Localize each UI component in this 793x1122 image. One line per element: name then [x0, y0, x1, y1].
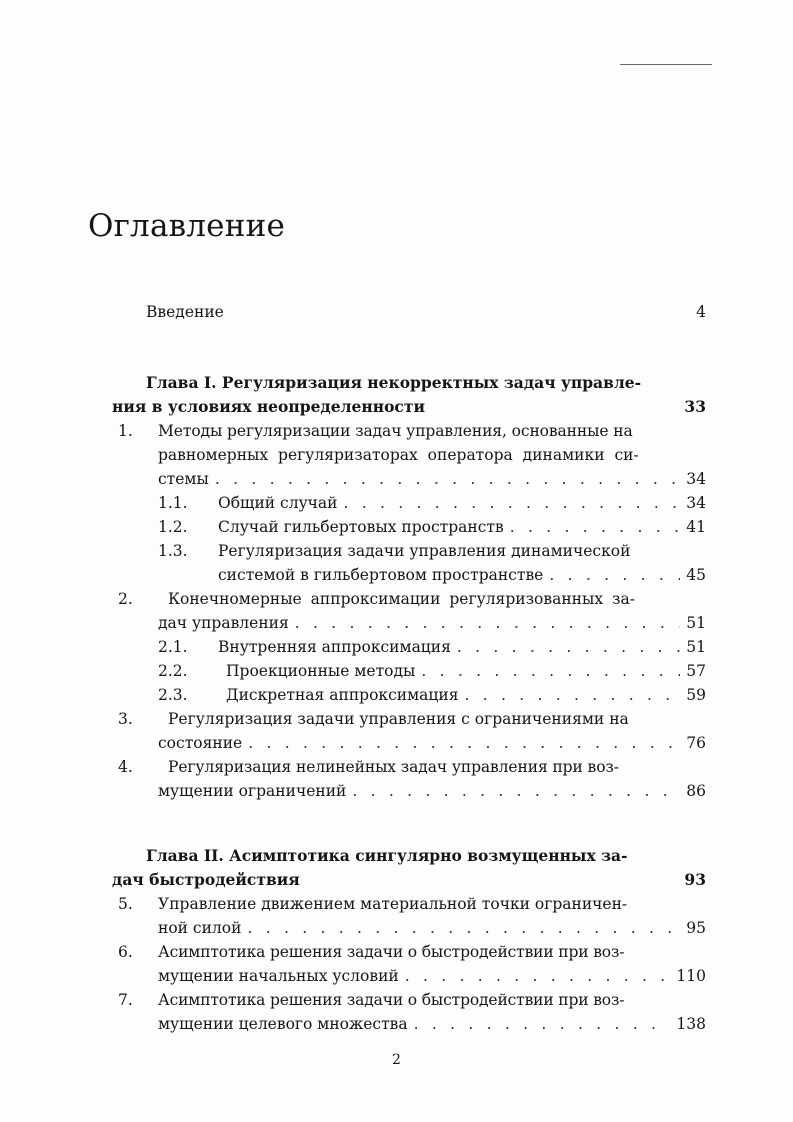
- section-page: 51: [686, 614, 706, 632]
- leader-dots: [421, 659, 680, 683]
- toc-entry[interactable]: [218, 635, 706, 659]
- section-number: 6.: [118, 943, 133, 961]
- section-number: 2.: [118, 590, 133, 608]
- subsection-page: 51: [686, 638, 706, 656]
- subsection-page: 57: [686, 662, 706, 680]
- leader-dots: [414, 1012, 671, 1036]
- section-number: 3.: [118, 710, 133, 728]
- section-title-text: дач управления: [158, 614, 289, 632]
- toc-entry[interactable]: [158, 964, 706, 988]
- subsection-title-text: Случай гильбертовых пространств: [218, 518, 504, 536]
- subsection-title-text: Проекционные методы: [226, 662, 416, 680]
- leader-dots: [510, 515, 681, 539]
- toc-entry[interactable]: [218, 515, 706, 539]
- chapter-heading-line[interactable]: Глава II. Асимптотика сингулярно возмущенных за-: [146, 846, 628, 865]
- leader-dots: [247, 916, 680, 940]
- section-title-text: мущении целевого множества: [158, 1015, 408, 1033]
- toc-entry[interactable]: [218, 491, 706, 515]
- toc-entry[interactable]: [226, 683, 706, 707]
- toc-entry[interactable]: [158, 1012, 706, 1036]
- chapter-page: 93: [684, 870, 706, 889]
- section-page: 76: [686, 734, 706, 752]
- section-page: 86: [686, 782, 706, 800]
- toc-entry-intro[interactable]: [146, 300, 706, 324]
- page-title: Оглавление: [88, 208, 285, 244]
- leader-dots: [215, 467, 680, 491]
- subsection-title-text: Внутренняя аппроксимация: [218, 638, 451, 656]
- chapter-heading-last-line[interactable]: [112, 868, 706, 892]
- subsection-page: 45: [686, 566, 706, 584]
- section-number: 7.: [118, 991, 133, 1009]
- section-title-text: мущении ограничений: [158, 782, 347, 800]
- scan-artifact-line: [620, 64, 712, 65]
- section-number: 5.: [118, 895, 133, 913]
- section-title-line[interactable]: Регуляризация задачи управления с ограничениями на: [168, 710, 629, 728]
- toc-entry[interactable]: [226, 659, 706, 683]
- section-page: 138: [676, 1015, 706, 1033]
- chapter-title-text: дач быстродействия: [112, 870, 300, 889]
- subsection-title-text: системой в гильбертовом пространстве: [218, 566, 544, 584]
- toc-entry[interactable]: [158, 731, 706, 755]
- chapter-title-text: ния в условиях неопределенности: [112, 397, 425, 416]
- subsection-number: 1.1.: [158, 494, 188, 512]
- chapter-heading-line[interactable]: Глава I. Регуляризация некорректных задач управле-: [146, 373, 642, 392]
- toc-entry[interactable]: [158, 779, 706, 803]
- chapter-page: 33: [684, 397, 706, 416]
- subsection-page: 41: [686, 518, 706, 536]
- section-title-text: ной силой: [158, 919, 242, 937]
- toc-entry[interactable]: [158, 467, 706, 491]
- section-title-line[interactable]: Асимптотика решения задачи о быстродействии при воз-: [158, 991, 625, 1009]
- subsection-title-text: Общий случай: [218, 494, 338, 512]
- page-number: 2: [392, 1052, 401, 1068]
- toc-entry[interactable]: [158, 611, 706, 635]
- leader-dots: [549, 563, 680, 587]
- leader-dots: [464, 683, 680, 707]
- subsection-page: 34: [686, 494, 706, 512]
- leader-dots: [295, 611, 681, 635]
- subsection-number: 2.1.: [158, 638, 188, 656]
- section-title-text: стемы: [158, 470, 209, 488]
- section-page: 110: [676, 967, 706, 985]
- leader-dots: [457, 635, 680, 659]
- section-number: 4.: [118, 758, 133, 776]
- toc-entry[interactable]: [218, 563, 706, 587]
- section-title-line[interactable]: Асимптотика решения задачи о быстродействии при воз-: [158, 943, 625, 961]
- section-title-text: мущении начальных условий: [158, 967, 399, 985]
- section-title-line[interactable]: Регуляризация нелинейных задач управления при воз-: [168, 758, 619, 776]
- section-title-line[interactable]: Методы регуляризации задач управления, основанные на: [158, 422, 633, 440]
- leader-dots: [248, 731, 680, 755]
- toc-entry-label: Введение: [146, 303, 224, 321]
- subsection-number: 2.2.: [158, 662, 188, 680]
- subsection-title-text: Дискретная аппроксимация: [226, 686, 459, 704]
- toc-entry[interactable]: [158, 916, 706, 940]
- section-title-line[interactable]: Конечномерные аппроксимации регуляризованных за-: [168, 590, 635, 608]
- subsection-number: 1.3.: [158, 542, 188, 560]
- subsection-page: 59: [686, 686, 706, 704]
- subsection-number: 2.3.: [158, 686, 188, 704]
- section-page: 34: [686, 470, 706, 488]
- leader-dots: [352, 779, 680, 803]
- section-title-line[interactable]: Управление движением материальной точки ограничен-: [158, 895, 628, 913]
- section-title-line[interactable]: равномерных регуляризаторах оператора динамики си-: [158, 446, 639, 464]
- toc-entry-page: 4: [696, 303, 706, 321]
- chapter-heading-last-line[interactable]: [112, 395, 706, 419]
- section-page: 95: [686, 919, 706, 937]
- leader-dots: [344, 491, 681, 515]
- leader-dots: [405, 964, 671, 988]
- section-title-text: состояние: [158, 734, 243, 752]
- subsection-title-line[interactable]: Регуляризация задачи управления динамической: [218, 542, 631, 560]
- section-number: 1.: [118, 422, 133, 440]
- subsection-number: 1.2.: [158, 518, 188, 536]
